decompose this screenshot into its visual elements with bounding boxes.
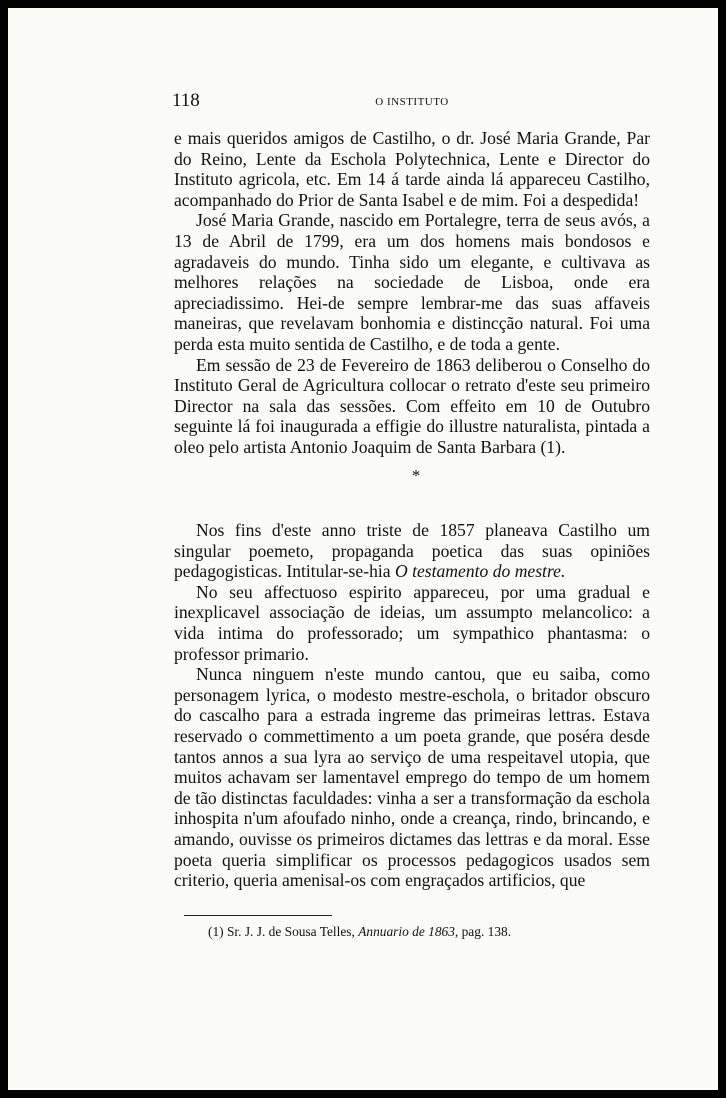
paragraph-poemeto-text: Nos fins d'este anno triste de 1857 planeava Castilho um singular poemeto, propaganda poetica das suas opiniões pedagogisticas. Intitular-se-hia xyxy=(174,520,650,582)
book-page xyxy=(8,8,718,1090)
poem-title: O testamento do mestre. xyxy=(394,561,566,582)
footnote-suffix: pag. 138. xyxy=(458,924,512,939)
page-number: 118 xyxy=(172,90,200,111)
footnote xyxy=(208,923,648,940)
paragraph-mestre-eschola: Nunca ninguem n'este mundo cantou, que eu saiba, como personagem lyrica, o modesto mestre-eschola, o britador obscuro do cascalho para a estrada ingreme das primeiras lettras. Estava reservado o commettimento a um poeta grande, que poséra desde tantos annos a sua lyra ao serviço de uma respeitavel utopia, que muitos achavam ser lamentavel emprego do tempo de um homem de tão distinctas faculdades: vinha a ser a transformação da eschola inhospita n'um afoufado ninho, onde a creança, rindo, brincando, e amando, ouvisse os primeiros dictames das lettras e da moral. Esse poeta queria simplificar os processos pedagogicos usados sem criterio, queria amenisal-os com engraçados artificios, que xyxy=(174,664,650,891)
running-title: O INSTITUTO xyxy=(375,96,449,108)
paragraph-portrait: Em sessão de 23 de Fevereiro de 1863 deliberou o Conselho do Instituto Geral de Agricultura collocar o retrato d'este seu primeiro Director na sala das sessões. Com effeito em 10 de Outubro seguinte lá foi inaugurada a effigie do illustre naturalista, pintada a oleo pelo artista Antonio Joaquim de Santa Barbara (1). xyxy=(174,354,650,457)
paragraph-continuation: e mais queridos amigos de Castilho, o dr. José Maria Grande, Par do Reino, Lente da Eschola Polytechnica, Lente e Director do Instituto agricola, etc. Em 14 á tarde ainda lá appareceu Castilho, acompanhado do Prior de Santa Isabel e de mim. Foi a despedida! xyxy=(174,128,650,210)
footnote-prefix: (1) Sr. J. J. de Sousa Telles, xyxy=(208,924,359,939)
body-text xyxy=(174,128,650,891)
footnote-work: Annuario de 1863, xyxy=(358,924,459,939)
section-asterism: * xyxy=(411,465,421,485)
page-header xyxy=(172,90,652,114)
paragraph-jose-maria-grande: José Maria Grande, nascido em Portalegre, terra de seus avós, a 13 de Abril de 1799, era um dos homens mais bondosos e agradaveis do mundo. Tinha sido um elegante, e cultivava as melhores relações na sociedade de Lisboa, onde era apreciadissimo. Hei-de sempre lembrar-me das suas affaveis maneiras, que revelavam bonhomia e distincção natural. Foi uma perda esta muito sentida de Castilho, e de toda a gente. xyxy=(174,210,650,354)
paragraph-poemeto xyxy=(174,520,650,582)
footnote-divider xyxy=(184,915,332,916)
paragraph-professor: No seu affectuoso espirito appareceu, por uma gradual e inexplicavel associação de ideias, um assumpto melancolico: a vida intima do professorado; um sympathico phantasma: o professor primario. xyxy=(174,581,650,664)
